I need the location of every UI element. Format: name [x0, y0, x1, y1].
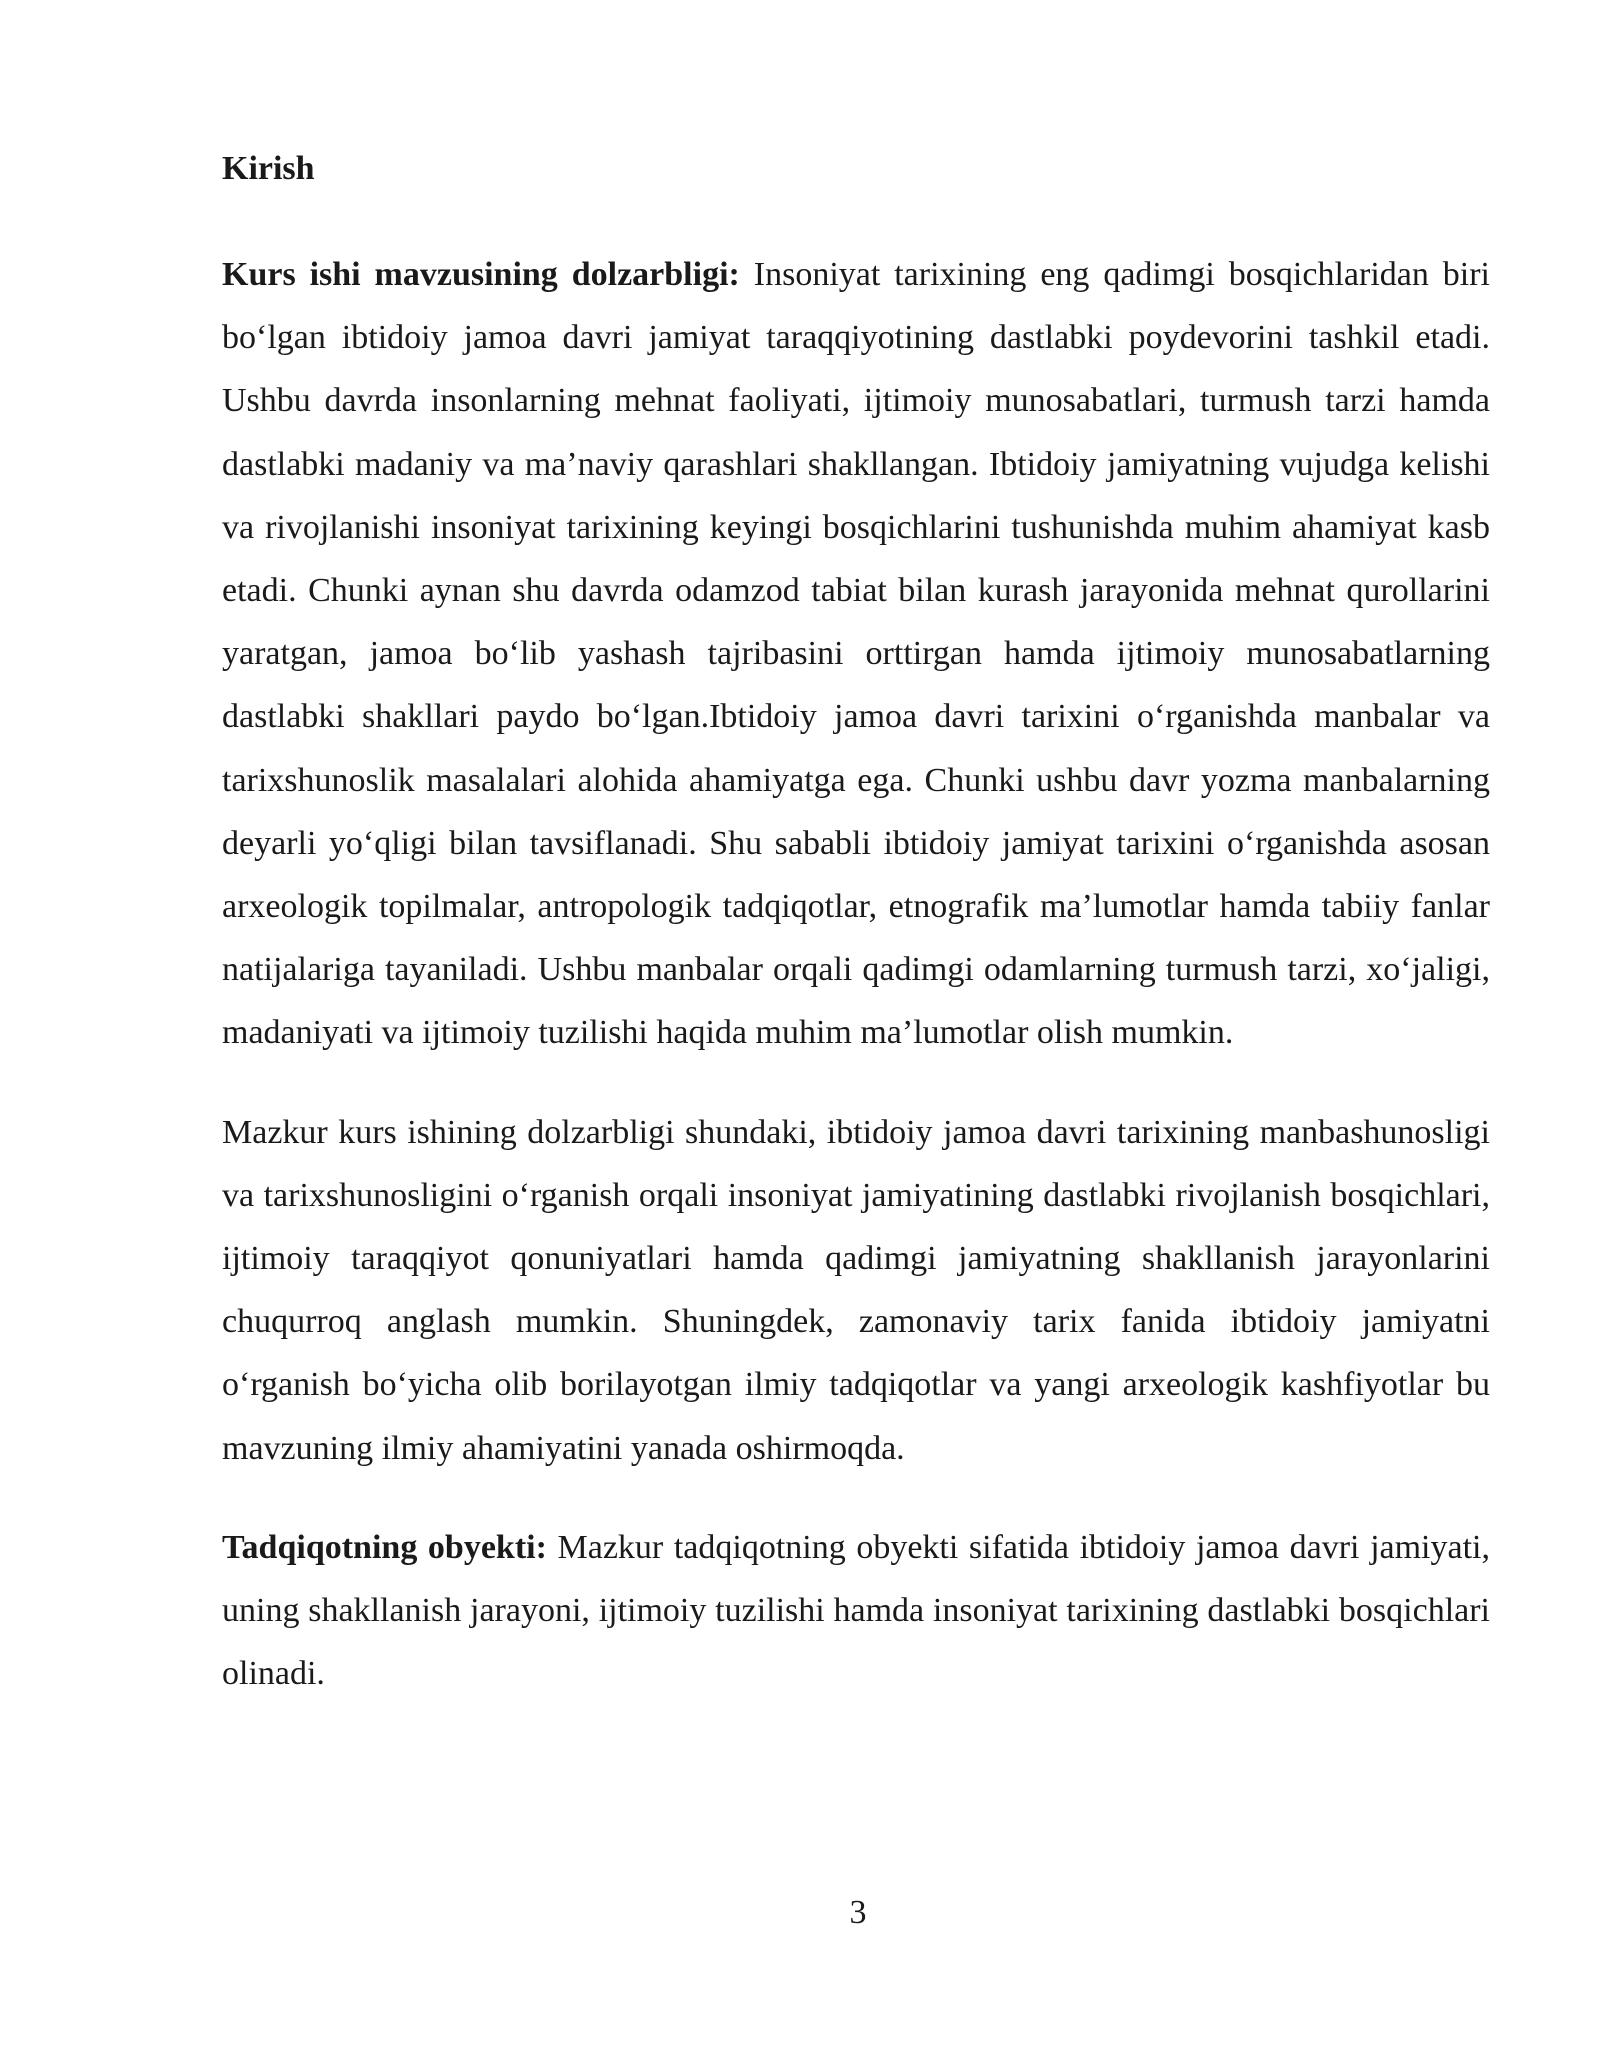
section-heading: Kirish — [222, 150, 315, 187]
paragraph-lead: Kurs ishi mavzusining dolzarbligi: — [222, 256, 740, 293]
page-number: 3 — [849, 1894, 867, 1931]
paragraph-relevance-continued — [222, 1101, 1490, 1480]
paragraph-text: Mazkur kurs ishining dolzarbligi shundaki, ibtidoiy jamoa davri tarixining manbashunosligi va tarixshunosligini o‘rganish orqali insoniyat jamiyatining dastlabki rivojlanish bosqichlari, ijtimoiy taraqqiyot qonuniyatlari hamda qadimgi jamiyatning shakllanish jarayonlarini chuqurroq anglash mumkin. Shuningdek, zamonaviy tarix fanida ibtidoiy jamiyatni o‘rganish bo‘yicha olib borilayotgan ilmiy tadqiqotlar va yangi arxeologik kashfiyotlar bu mavzuning ilmiy ahamiyatini yanada oshirmoqda. — [222, 1113, 1490, 1467]
paragraph-text: Mazkur tadqiqotning obyekti sifatida ibtidoiy jamoa davri jamiyati, uning shakllanish jarayoni, ijtimoiy tuzilishi hamda insoniyat tarixining dastlabki bosqichlari olinadi. — [222, 1528, 1490, 1693]
paragraph-relevance — [222, 243, 1490, 1065]
body-text — [222, 243, 1490, 1741]
paragraph-research-object — [222, 1516, 1490, 1706]
paragraph-text: Insoniyat tarixining eng qadimgi bosqichlaridan biri bo‘lgan ibtidoiy jamoa davri jamiyat taraqqiyotining dastlabki poydevorini tashkil etadi. Ushbu davrda insonlarning mehnat faoliyati, ijtimoiy munosabatlari, turmush tarzi hamda dastlabki madaniy va ma’naviy qarashlari shakllangan. Ibtidoiy jamiyatning vujudga kelishi va rivojlanishi insoniyat tarixining keyingi bosqichlarini tushunishda muhim ahamiyat kasb etadi. Chunki aynan shu davrda odamzod tabiat bilan kurash jarayonida mehnat qurollarini yaratgan, jamoa bo‘lib yashash tajribasini orttirgan hamda ijtimoiy munosabatlarning dastlabki shakllari paydo bo‘lgan.Ibtidoiy jamoa davri tarixini o‘rganishda manbalar va tarixshunoslik masalalari alohida ahamiyatga ega. Chunki ushbu davr yozma manbalarning deyarli yo‘qligi bilan tavsiflanadi. Shu sababli ibtidoiy jamiyat tarixini o‘rganishda asosan arxeologik topilmalar, antropologik tadqiqotlar, etnografik ma’lumotlar hamda tabiiy fanlar natijalariga tayaniladi. Ushbu manbalar orqali qadimgi odamlarning turmush tarzi, xo‘jaligi, madaniyati va ijtimoiy tuzilishi haqida muhim ma’lumotlar olish mumkin. — [222, 256, 1490, 1052]
paragraph-lead: Tadqiqotning obyekti: — [222, 1528, 547, 1566]
